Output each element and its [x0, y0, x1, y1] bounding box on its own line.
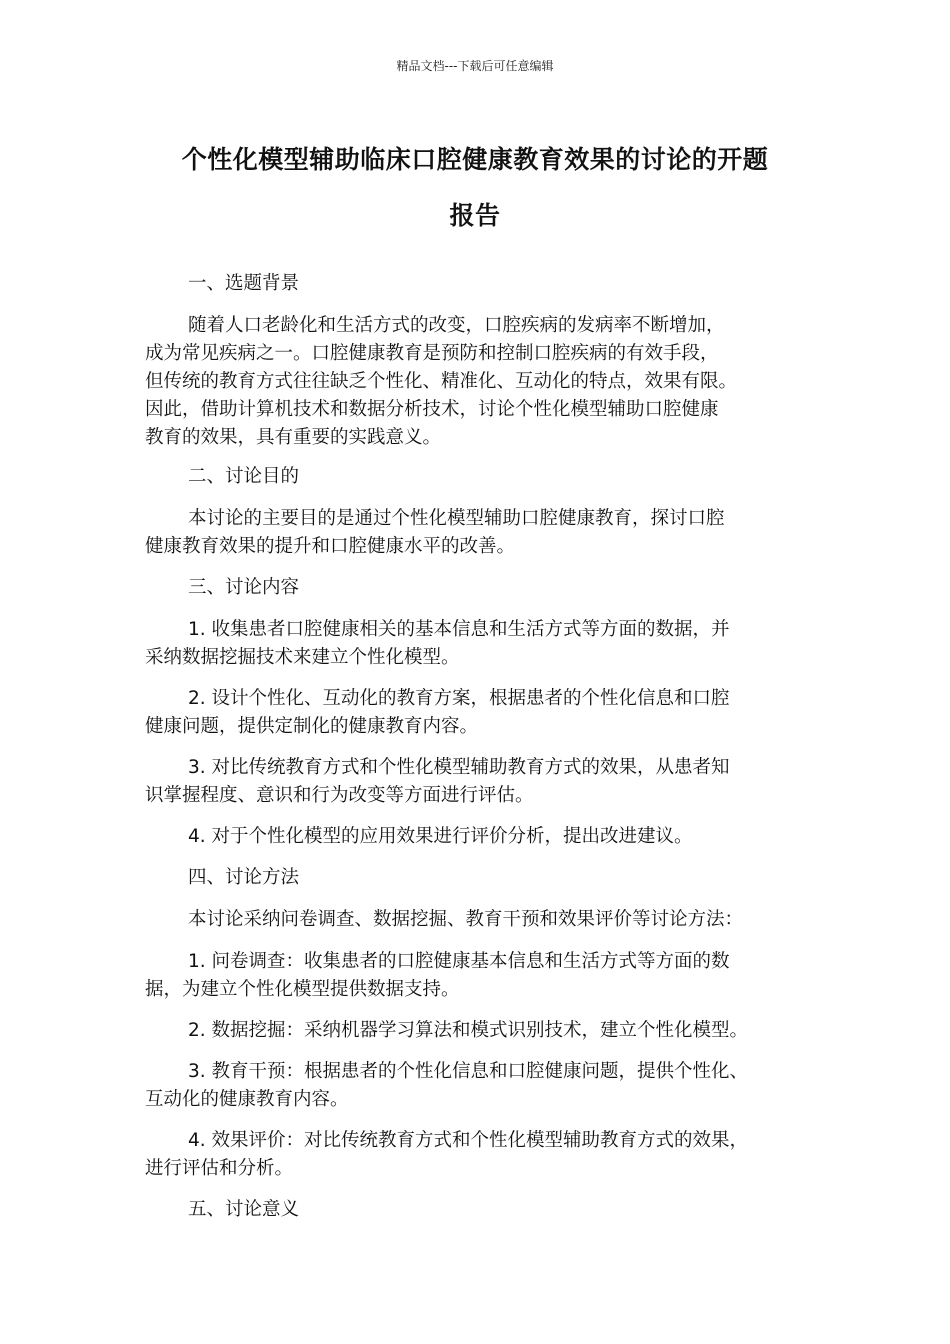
section-4-heading: 四、讨论方法 — [188, 867, 300, 888]
list-item-line: 3. 对比传统教育方式和个性化模型辅助教育方式的效果，从患者知 — [188, 757, 730, 778]
section-4-item-4 — [145, 1127, 810, 1183]
section-1-paragraph — [145, 312, 810, 452]
section-4-item-3 — [145, 1058, 810, 1114]
list-item-line: 健康问题，提供定制化的健康教育内容。 — [145, 716, 479, 737]
section-4-intro — [145, 906, 810, 934]
section-2-paragraph — [145, 505, 810, 561]
header-note: 精品文档---下载后可任意编辑 — [396, 59, 554, 73]
list-item-line: 1. 收集患者口腔健康相关的基本信息和生活方式等方面的数据，并 — [188, 619, 730, 640]
list-item-line: 互动化的健康教育内容。 — [145, 1089, 349, 1110]
list-item-line: 识掌握程度、意识和行为改变等方面进行评估。 — [145, 785, 534, 806]
section-3-item-1 — [145, 616, 810, 672]
list-item-line: 4. 效果评价：对比传统教育方式和个性化模型辅助教育方式的效果， — [188, 1130, 749, 1151]
section-3-item-2 — [145, 685, 810, 741]
list-item-line: 采纳数据挖掘技术来建立个性化模型。 — [145, 647, 460, 668]
paragraph-line: 教育的效果，具有重要的实践意义。 — [145, 427, 442, 448]
paragraph-line: 本讨论采纳问卷调查、数据挖掘、教育干预和效果评价等讨论方法： — [188, 909, 744, 930]
paragraph-line: 成为常见疾病之一。口腔健康教育是预防和控制口腔疾病的有效手段， — [145, 343, 719, 364]
paragraph-line: 因此，借助计算机技术和数据分析技术，讨论个性化模型辅助口腔健康 — [145, 399, 719, 420]
title-line-2: 报告 — [449, 201, 501, 230]
paragraph-line: 本讨论的主要目的是通过个性化模型辅助口腔健康教育，探讨口腔 — [188, 508, 725, 529]
section-2-heading: 二、讨论目的 — [188, 466, 300, 487]
section-1-heading: 一、选题背景 — [188, 273, 300, 294]
paragraph-line: 随着人口老龄化和生活方式的改变，口腔疾病的发病率不断增加， — [188, 315, 725, 336]
paragraph-line: 但传统的教育方式往往缺乏个性化、精准化、互动化的特点，效果有限。 — [145, 371, 738, 392]
section-4-item-1 — [145, 948, 810, 1004]
list-item-line: 2. 设计个性化、互动化的教育方案，根据患者的个性化信息和口腔 — [188, 688, 730, 709]
list-item-line: 4. 对于个性化模型的应用效果进行评价分析，提出改进建议。 — [188, 826, 693, 847]
section-3-heading: 三、讨论内容 — [188, 577, 300, 598]
list-item-line: 1. 问卷调查：收集患者的口腔健康基本信息和生活方式等方面的数 — [188, 951, 730, 972]
section-3-item-4 — [145, 823, 810, 851]
document-title — [140, 132, 810, 244]
list-item-line: 3. 教育干预：根据患者的个性化信息和口腔健康问题，提供个性化、 — [188, 1061, 749, 1082]
section-5-heading: 五、讨论意义 — [188, 1199, 300, 1220]
section-4-item-2 — [145, 1017, 810, 1045]
title-line-1: 个性化模型辅助临床口腔健康教育效果的讨论的开题 — [181, 145, 769, 174]
list-item-line: 据，为建立个性化模型提供数据支持。 — [145, 979, 460, 1000]
section-3-item-3 — [145, 754, 810, 810]
list-item-line: 进行评估和分析。 — [145, 1158, 294, 1179]
paragraph-line: 健康教育效果的提升和口腔健康水平的改善。 — [145, 536, 516, 557]
list-item-line: 2. 数据挖掘：采纳机器学习算法和模式识别技术，建立个性化模型。 — [188, 1020, 749, 1041]
